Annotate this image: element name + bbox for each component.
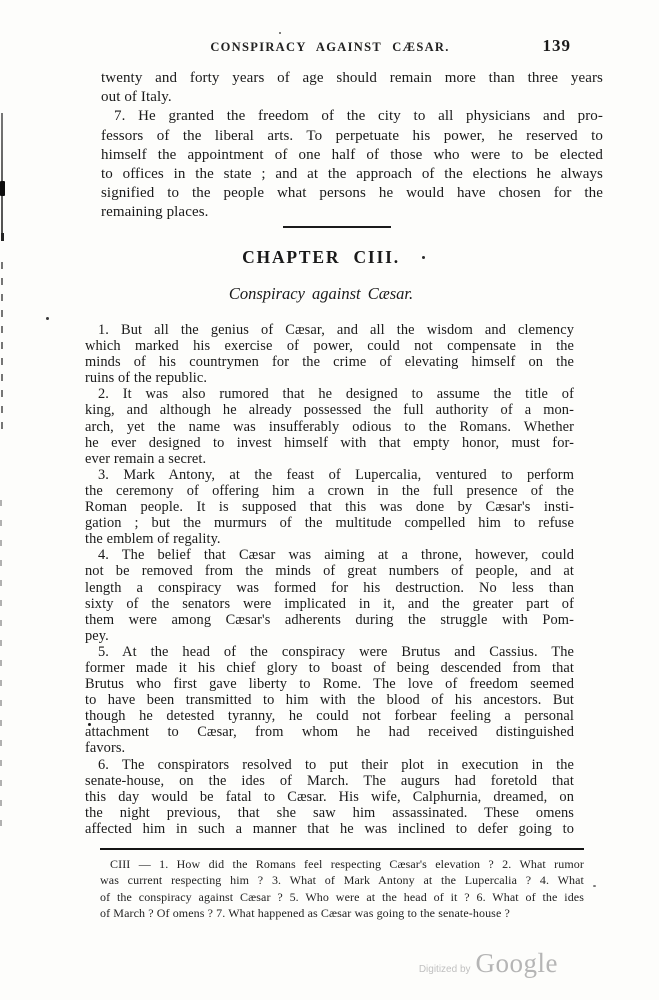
text-line: out of Italy. — [101, 89, 172, 106]
text-line: former made it his chief glory to boast of being descended from that — [85, 659, 574, 676]
text-line: fessors of the liberal arts. To perpetuate his power, he reserved to — [101, 127, 603, 144]
text-line: Brutus who first gave liberty to Rome. The love of freedom seemed — [85, 676, 574, 693]
google-logo: Google — [475, 948, 558, 978]
text-line: of the conspiracy against Cæsar ? 5. Who were at the head of it ? 6. What of the ides — [100, 889, 584, 904]
scan-artifact — [593, 885, 596, 887]
scan-artifact — [279, 32, 281, 34]
page-number: 139 — [542, 36, 571, 55]
scan-artifact — [1, 113, 3, 238]
text-line: twenty and forty years of age should remain more than three years — [101, 70, 603, 86]
text-line: though he detested tyranny, he could not forbear feeling a personal — [85, 708, 574, 725]
scan-artifact — [46, 317, 49, 320]
chapter-divider-rule — [283, 226, 391, 228]
paragraph — [85, 644, 574, 757]
text-line: favors. — [85, 740, 126, 757]
text-line: ever remain a secret. — [85, 450, 207, 467]
text-line: 2. It was also rumored that he designed to assume the title of — [98, 386, 574, 403]
footnote-rule — [100, 848, 584, 850]
paragraph — [101, 107, 603, 222]
text-line: of March ? Of omens ? 7. What happened as Cæsar was going to the senate-house ? — [100, 906, 510, 921]
running-title: CONSPIRACY AGAINST CÆSAR. — [210, 40, 450, 54]
footnote-questions — [100, 856, 584, 922]
text-line: this day would be fatal to Cæsar. His wife, Calphurnia, dreamed, on — [85, 788, 574, 805]
paragraph — [85, 467, 574, 547]
scan-artifact — [0, 181, 5, 196]
text-line: affected him in such a manner that he was inclined to defer going to — [85, 820, 574, 837]
text-line: ruins of the republic. — [85, 370, 208, 387]
paragraph — [101, 69, 603, 107]
text-line: them were among Cæsar's adherents during the struggle with Pom- — [85, 611, 574, 628]
text-line: which marked his exercise of power, could not compensate in the — [85, 338, 574, 355]
text-line: Roman people. It is supposed that this was done by Cæsar's insti- — [85, 499, 574, 516]
text-line: minds of his countrymen for the crime of elevating himself on the — [85, 354, 574, 371]
paragraph — [100, 856, 584, 922]
text-line: attachment to Cæsar, from whom he had received distinguished — [85, 724, 574, 741]
text-line: remaining places. — [101, 204, 209, 221]
text-line: 3. Mark Antony, at the feast of Lupercalia, ventured to perform — [98, 466, 574, 483]
text-line: gation ; but the murmurs of the multitude compelled him to refuse — [85, 515, 574, 532]
chapter-heading: CHAPTER CIII. — [242, 247, 400, 267]
previous-chapter-text — [101, 69, 603, 223]
chapter-body-text — [85, 322, 574, 837]
text-line: he ever designed to invest himself with that empty honor, must for- — [85, 434, 574, 451]
paragraph — [85, 322, 574, 386]
text-line: signified to the people what persons he would have chosen for the — [101, 185, 603, 202]
text-line: senate-house, on the ides of March. The augurs had foretold that — [85, 772, 574, 789]
text-line: 1. But all the genius of Cæsar, and all the wisdom and clemency — [98, 322, 574, 338]
scan-artifact — [1, 262, 3, 437]
text-line: 6. The conspirators resolved to put their plot in execution in the — [98, 756, 574, 773]
paragraph — [85, 547, 574, 644]
text-line: to have been transmitted to him with the blood of his ancestors. But — [85, 692, 574, 709]
text-line: 7. He granted the freedom of the city to all physicians and pro- — [114, 108, 603, 125]
text-line: the night previous, that she saw him assassinated. These omens — [85, 804, 574, 821]
chapter-subtitle: Conspiracy against Cæsar. — [228, 284, 414, 303]
text-line: 4. The belief that Cæsar was aiming at a throne, however, could — [98, 547, 574, 564]
digitized-by-label: Digitized by — [418, 964, 471, 975]
text-line: himself the appointment of one half of those who were to be elected — [101, 146, 603, 163]
text-line: not be removed from the minds of great numbers of people, and at — [85, 563, 574, 580]
text-line: pey. — [85, 627, 109, 644]
paragraph — [85, 757, 574, 837]
text-line: sixty of the senators were implicated in it, and the greater part of — [85, 595, 574, 612]
text-line: was current respecting him ? 3. What of Mark Antony at the Lupercalia ? 4. What — [100, 873, 584, 888]
scan-artifact — [1, 233, 4, 241]
text-line: length a conspiracy was formed for his destruction. No less than — [85, 579, 574, 596]
text-line: king, and although he already possessed the full authority of a mon- — [85, 402, 574, 419]
text-line: the ceremony of offering him a crown in the full presence of the — [85, 482, 574, 499]
text-line: CIII — 1. How did the Romans feel respecting Cæsar's elevation ? 2. What rumor — [110, 857, 584, 871]
text-line: arch, yet the name was insufferably odious to the Romans. Whether — [85, 418, 574, 435]
text-line: 5. At the head of the conspiracy were Brutus and Cassius. The — [98, 643, 574, 660]
watermark — [0, 948, 558, 979]
text-line: to offices in the state ; and at the approach of the elections he always — [101, 166, 603, 183]
paragraph — [85, 386, 574, 466]
text-line: the emblem of regality. — [85, 531, 221, 548]
page-header — [85, 36, 575, 62]
scan-artifact — [0, 500, 2, 830]
